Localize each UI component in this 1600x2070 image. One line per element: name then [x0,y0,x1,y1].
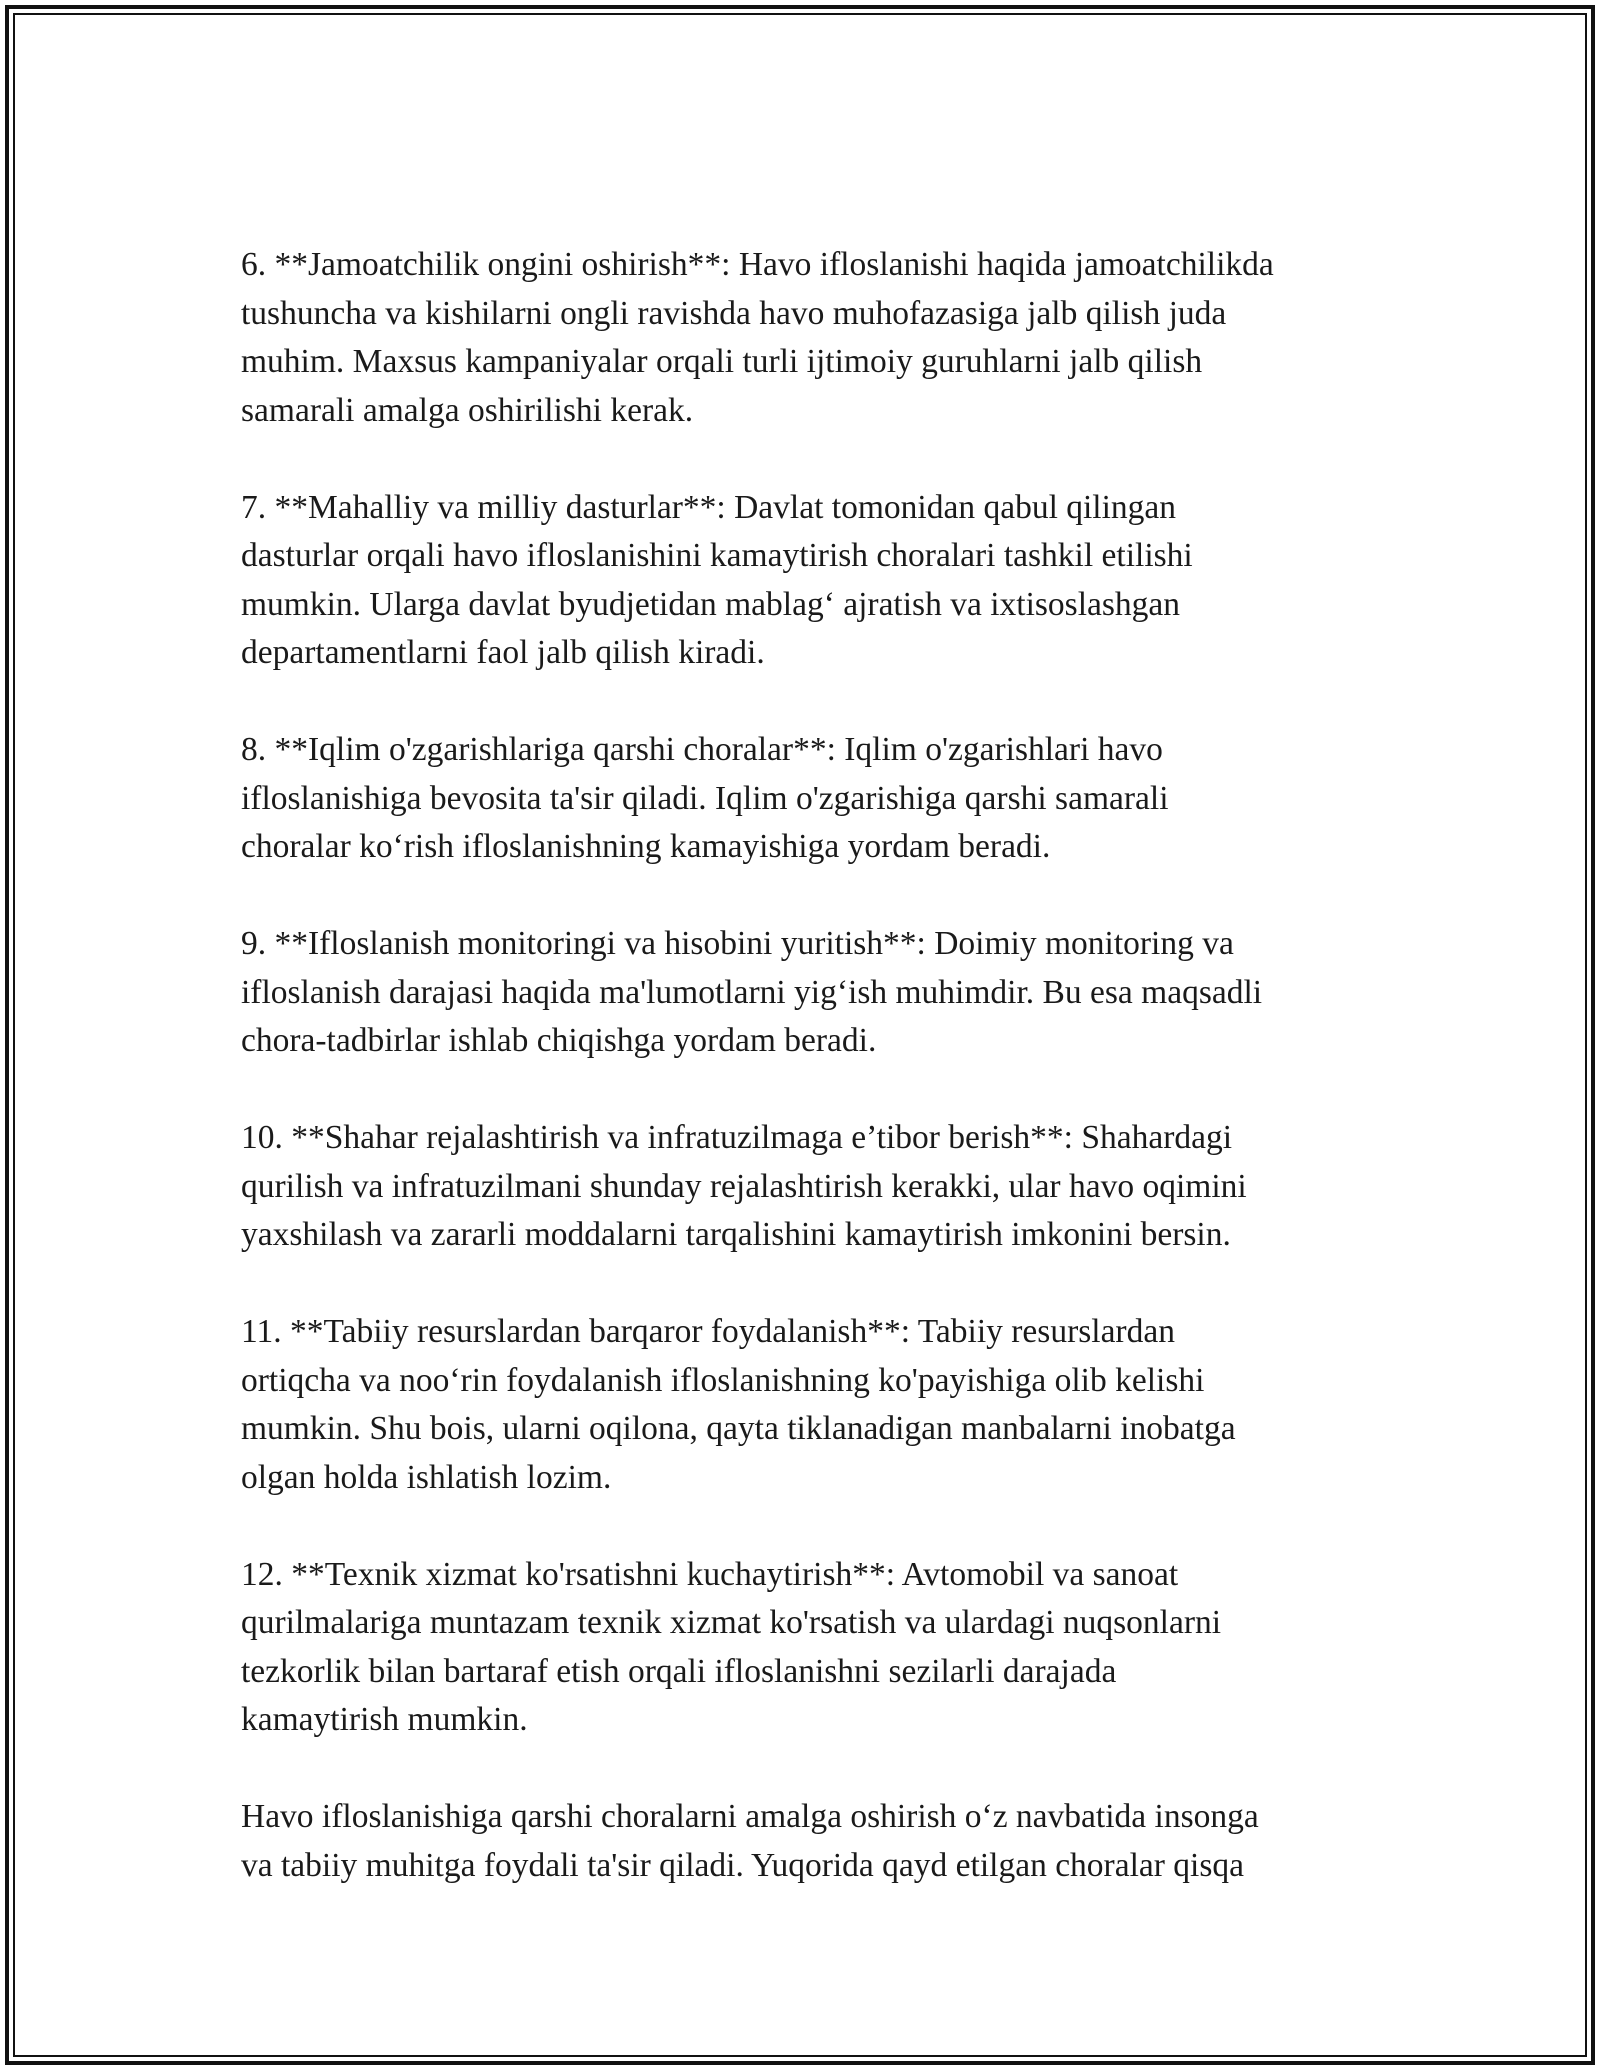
paragraph-item-7: 7. **Mahalliy va milliy dasturlar**: Davlat tomonidan qabul qilingan dasturlar orqali havo ifloslanishini kamaytirish choralari tashkil etilishi mumkin. Ularga davlat byudjetidan mablag‘ ajratish va ixtisoslashgan departamentlarni faol jalb qilish kiradi. [241,488,1193,671]
paragraph-item-11: 11. **Tabiiy resurslardan barqaror foydalanish**: Tabiiy resurslardan ortiqcha va noo‘rin foydalanish ifloslanishning ko'payishiga olib kelishi mumkin. Shu bois, ularni oqilona, qayta tiklanadigan manbalarni inobatga olgan holda ishlatish lozim. [241,1313,1236,1496]
paragraph-item-8: 8. **Iqlim o'zgarishlariga qarshi choralar**: Iqlim o'zgarishlari havo ifloslanishiga bevosita ta'sir qiladi. Iqlim o'zgarishiga qarshi samarali choralar ko‘rish ifloslanishning kamayishiga yordam beradi. [241,731,1169,865]
paragraph-item-10: 10. **Shahar rejalashtirish va infratuzilmaga e’tibor berish**: Shahardagi qurilish va infratuzilmani shunday rejalashtirish kerakki, ular havo oqimini yaxshilash va zararli moddalarni tarqalishini kamaytirish imkonini bersin. [241,1119,1247,1253]
paragraph-conclusion: Havo ifloslanishiga qarshi choralarni amalga oshirish o‘z navbatida insonga va tabiiy muhitga foydali ta'sir qiladi. Yuqorida qayd etilgan choralar qisqa [241,1798,1259,1884]
paragraph-item-9: 9. **Ifloslanish monitoringi va hisobini yuritish**: Doimiy monitoring va ifloslanish darajasi haqida ma'lumotlarni yig‘ish muhimdir. Bu esa maqsadli chora-tadbirlar ishlab chiqishga yordam beradi. [241,925,1263,1059]
paragraph-item-6: 6. **Jamoatchilik ongini oshirish**: Havo ifloslanishi haqida jamoatchilikda tushuncha va kishilarni ongli ravishda havo muhofazasiga jalb qilish juda muhim. Maxsus kampaniyalar orqali turli ijtimoiy guruhlarni jalb qilish samarali amalga oshirilishi kerak. [241,246,1274,429]
paragraph-item-12: 12. **Texnik xizmat ko'rsatishni kuchaytirish**: Avtomobil va sanoat qurilmalariga muntazam texnik xizmat ko'rsatish va ulardagi nuqsonlarni tezkorlik bilan bartaraf etish orqali ifloslanishni sezilarli darajada kamaytirish mumkin. [241,1555,1222,1738]
document-body [241,241,1401,1939]
page-frame [5,5,1595,2065]
